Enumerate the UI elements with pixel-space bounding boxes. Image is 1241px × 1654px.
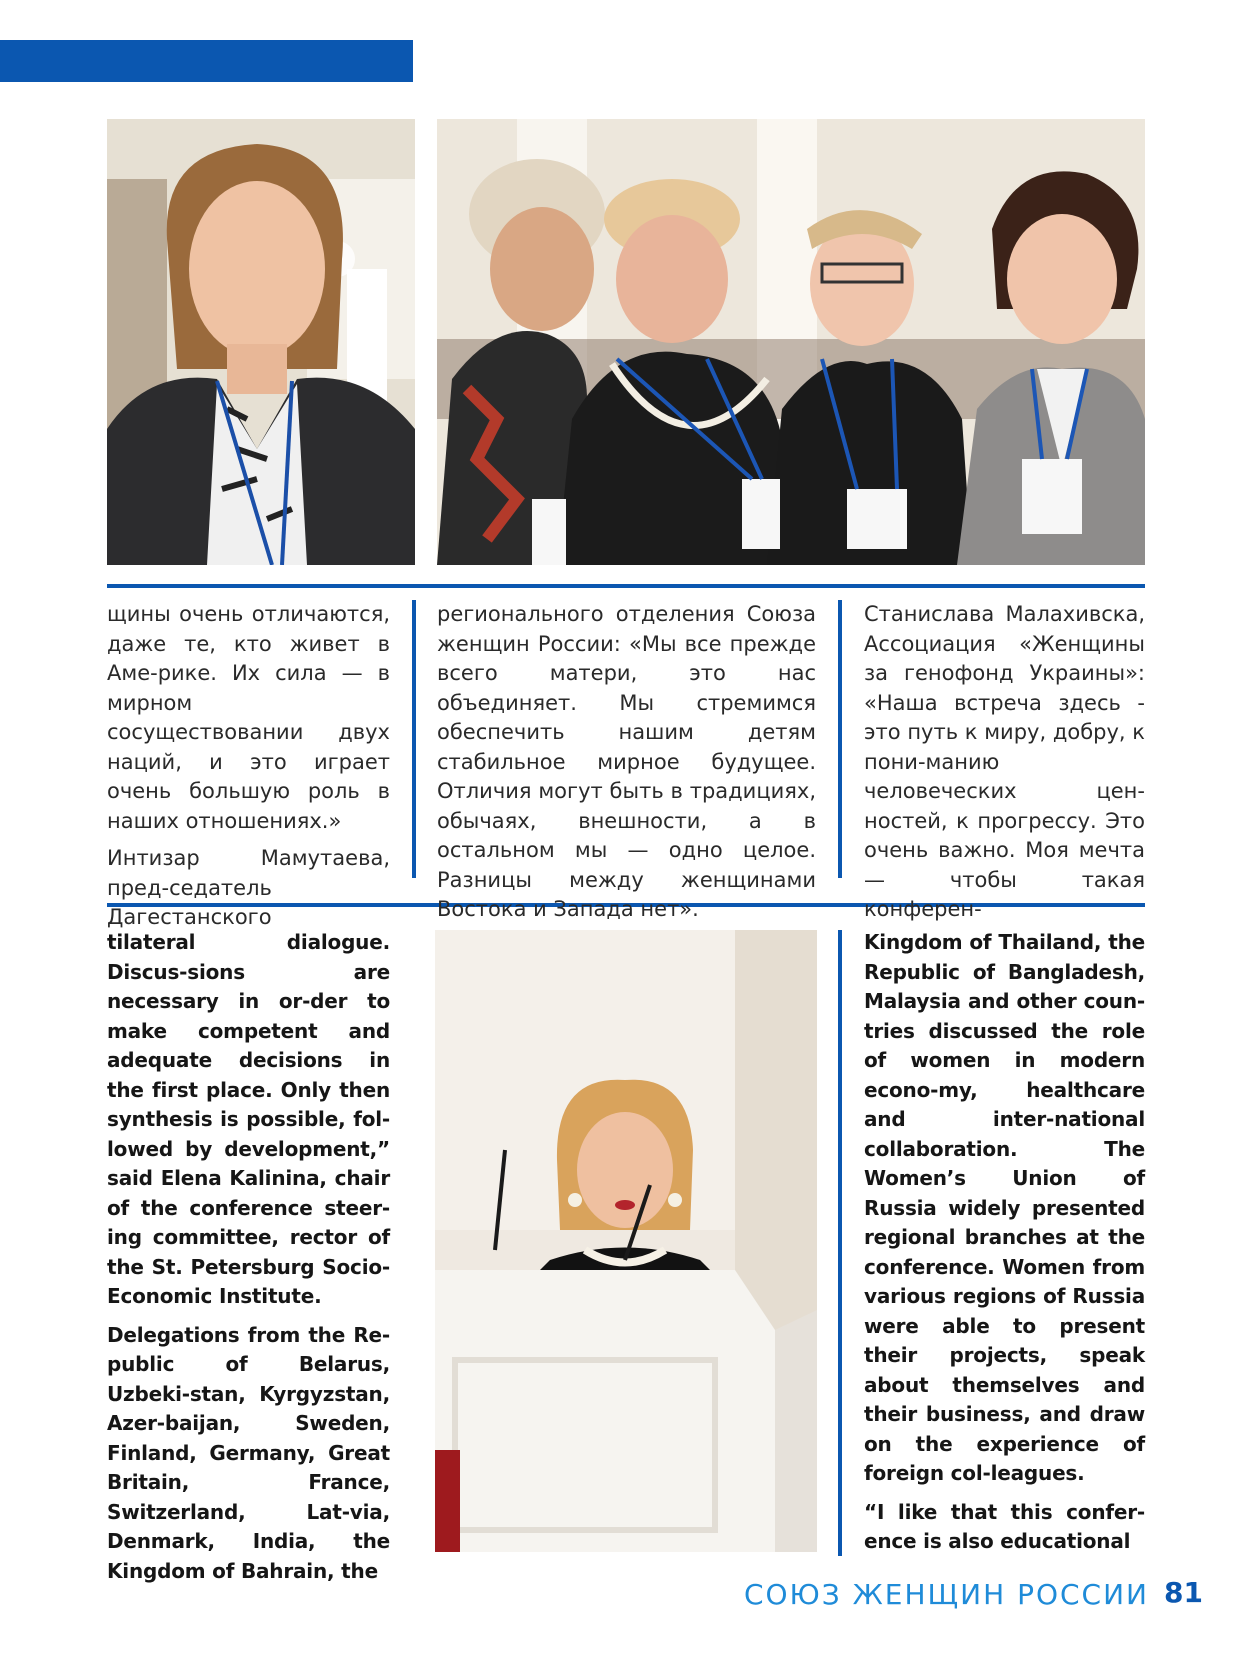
page-number: 81 xyxy=(1164,1576,1203,1609)
russian-column-1 xyxy=(107,600,390,941)
paragraph: Kingdom of Thailand, the Republic of Bangladesh, Malaysia and other coun-tries discussed the role of women in modern econo-my, healthcare and inter-national collaboration. The Women’s Union of Russia widely presented regional branches at the conference. Women from various regions of Russia were able to present their projects, speak about themselves and their business, and draw on the experience of foreign col-leagues. xyxy=(864,930,1145,1485)
photo-woman-portrait xyxy=(107,119,415,565)
paragraph: регионального отделения Союза женщин России: «Мы все прежде всего матери, это нас объединяет. Мы стремимся обеспечить нашим детям стабильное мирное будущее. Отличия могут быть в традициях, обычаях, внешности, а в остальном мы — одно целое. Разницы между женщинами Востока и Запада нет». xyxy=(437,602,816,921)
paragraph: Delegations from the Re-public of Belarus, Uzbeki-stan, Kyrgyzstan, Azer-baijan, Sweden, Finland, Germany, Great Britain, France, Switzerland, Lat-via, Denmark, India, the Kingdom of Bahrain, the xyxy=(107,1322,390,1583)
column-divider-ru-2 xyxy=(838,600,842,878)
photo-speaker-at-podium xyxy=(435,930,817,1552)
paragraph: Интизар Мамутаева, пред-седатель Дагестанского xyxy=(107,846,390,929)
paragraph: tilateral dialogue. Discus-sions are necessary in or-der to make competent and adequate decisions in the first place. Only then synthesis is possible, fol-lowed by development,” said Elena Kalinina, chair of the conference steer-ing committee, rector of the St. Petersburg Socio-Economic Institute. xyxy=(107,930,390,1308)
russian-column-3 xyxy=(864,600,1145,933)
header-color-bar xyxy=(0,40,413,82)
section-divider-top xyxy=(107,584,1145,588)
column-divider-ru-1 xyxy=(412,600,416,878)
paragraph: “I like that this confer-ence is also educational xyxy=(864,1499,1145,1553)
magazine-title-footer: СОЮЗ ЖЕНЩИН РОССИИ xyxy=(743,1578,1149,1611)
english-column-3 xyxy=(864,928,1145,1566)
paragraph: щины очень отличаются, даже те, кто живет в Аме-рике. Их сила — в мирном сосуществовании двух наций, и это играет очень большую роль в наших отношениях.» xyxy=(107,602,390,833)
paragraph: Станислава Малахивска, Ассоциация «Женщины за генофонд Украины»: «Наша встреча здесь - это путь к миру, добру, к пони-манию человеческих цен-ностей, к прогрессу. Это очень важно. Моя мечта — чтобы такая конферен- xyxy=(864,602,1145,921)
column-divider-en xyxy=(838,930,842,1556)
english-column-1 xyxy=(107,928,390,1595)
russian-column-2 xyxy=(437,600,816,933)
photo-group-of-women xyxy=(437,119,1145,565)
